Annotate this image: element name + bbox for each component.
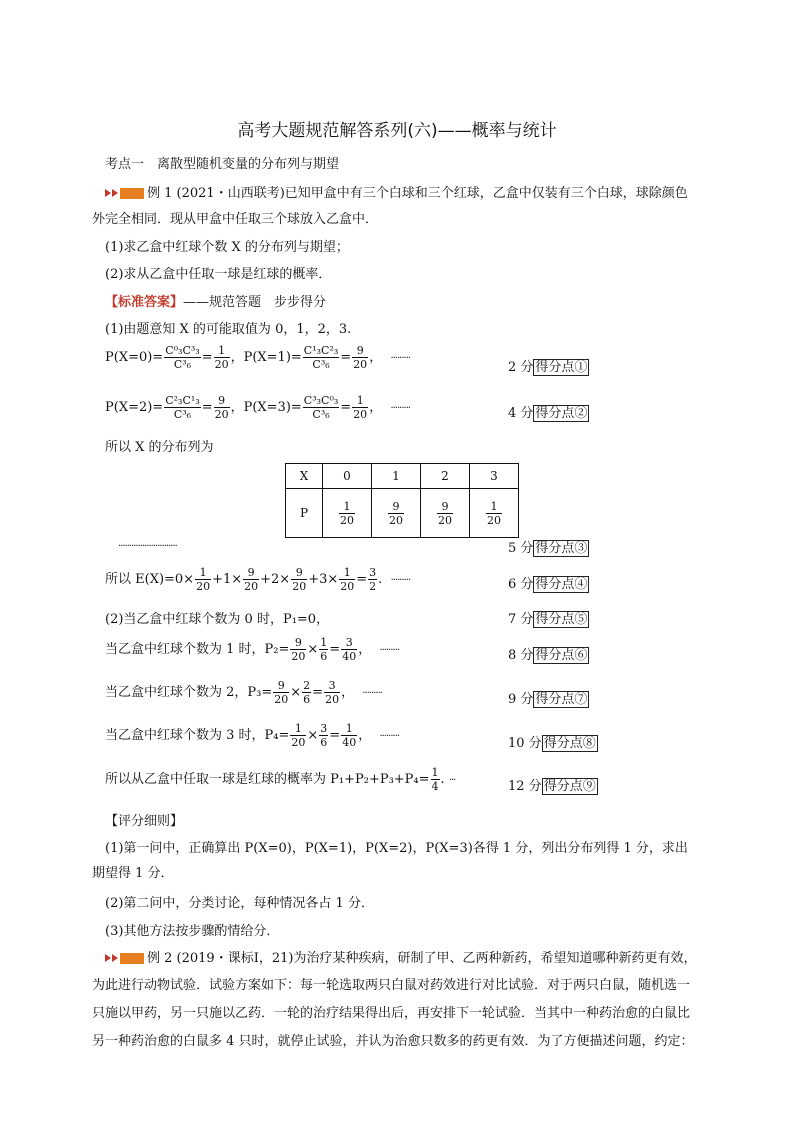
dots-leader: ··························· <box>118 541 177 552</box>
rubric-item-3: (3)其他方法按步骤酌情给分． <box>105 924 280 939</box>
example1-q1: (1)求乙盒中红球个数 X 的分布列与期望； <box>105 240 349 255</box>
p0-lhs: P(X=0)= <box>105 350 164 365</box>
p2-value: $\frac{9}{20}$ <box>214 394 229 421</box>
score-7: 9 分 得分点⑦ <box>508 692 588 707</box>
example1-text: 例 1 (2021・山西联考)已知甲盒中有三个白球和三个红球，乙盒中仅装有三个白球，球除颜色 <box>147 186 688 201</box>
score-9: 12 分 得分点⑨ <box>508 779 596 794</box>
distribution-table <box>285 463 519 538</box>
solution-step1: (1)由题意知 X 的可能取值为 0，1，2，3. <box>105 322 352 337</box>
solution-step2: (2)当乙盒中红球个数为 0 时，P₁=0， <box>105 612 330 627</box>
score-point-label: 得分点⑤ <box>535 612 588 627</box>
example2-line1 <box>105 947 696 966</box>
table-cell: $\frac{1}{20}$ <box>323 489 372 538</box>
score-point-label: 得分点⑨ <box>543 779 596 794</box>
table-header-cell: X <box>286 464 323 489</box>
distribution-intro: 所以 X 的分布列为 <box>105 440 214 455</box>
table-cell: $\frac{9}{20}$ <box>372 489 421 538</box>
score-5: 7 分 得分点⑤ <box>508 612 588 627</box>
table-header-cell: 1 <box>372 464 421 489</box>
table-cell: $\frac{1}{20}$ <box>470 489 519 538</box>
p3-value: $\frac{1}{20}$ <box>353 394 368 421</box>
table-header-cell: 3 <box>470 464 519 489</box>
p1-frac: $\frac{\text{C¹₃C²₃}}{\text{C³₆}}$ <box>303 344 339 371</box>
example2-line4: 另一种药治愈的白鼠多 4 只时，就停止试验，并认为治愈只数多的药更有效．为了方便描述问题，约定： <box>92 1034 694 1049</box>
solution-step4: 当乙盒中红球个数为 2，P₃= $\frac{9}{20}$ × $\frac{2}{6}$ = $\frac{3}{20}$ ， ········· <box>105 679 382 706</box>
score-point-label: 得分点⑦ <box>535 692 588 707</box>
dots: ········· <box>390 353 411 364</box>
dots: ········· <box>362 688 382 699</box>
score-point-label: 得分点③ <box>535 541 588 556</box>
example2-line2: 为此进行动物试验．试验方案如下：每一轮选取两只白鼠对药效进行对比试验．对于两只白鼠，随机选一 <box>92 978 691 993</box>
section-heading: 考点一 离散型随机变量的分布列与期望 <box>105 157 340 172</box>
prob-line-2: P(X=2)= $\frac{\text{C²₃C¹₃}}{\text{C³₆}}$ = $\frac{9}{20}$ ，P(X=3)= $\frac{\text{C³₃C⁰₃}}{\text{C³₆}}$ = $\frac{1}{20}$ ， ········· <box>105 394 411 421</box>
table-header-cell: 2 <box>421 464 470 489</box>
prob-line-1: P(X=0)= $\frac{\text{C⁰₃C³₃}}{\text{C³₆}}$ = $\frac{1}{20}$ ，P(X=1)= $\frac{\text{C¹₃C²₃}}{\text{C³₆}}$ = $\frac{9}{20}$ ， ········· <box>105 344 411 371</box>
table-row-label: P <box>286 489 323 538</box>
score-point-label: 得分点④ <box>535 577 588 592</box>
solution-step6: 所以从乙盒中任取一球是红球的概率为 P₁+P₂+P₃+P₄= $\frac{1}{4}$ . ··· <box>105 766 456 793</box>
score-4: 6 分 得分点④ <box>508 577 588 592</box>
score-point-label: 得分点① <box>535 360 588 375</box>
p2-frac: $\frac{\text{C²₃C¹₃}}{\text{C³₆}}$ <box>165 394 200 421</box>
p0-value: $\frac{1}{20}$ <box>214 344 229 371</box>
rubric-item-2: (2)第二问中，分类讨论，每种情况各占 1 分． <box>105 896 374 911</box>
score-2: 4 分 得分点② <box>508 406 588 421</box>
page-title: 高考大题规范解答系列(六)——概率与统计 <box>237 121 557 141</box>
example2-line3: 只施以甲药，另一只施以乙药．一轮的治疗结果得出后，再安排下一轮试验．当其中一种药治愈的白鼠比 <box>92 1006 691 1021</box>
expectation-prefix: 所以 E(X)=0× <box>105 572 195 587</box>
rubric-item-1b: 期望得 1 分． <box>92 866 174 881</box>
table-header-cell: 0 <box>323 464 372 489</box>
dots: ········· <box>379 731 400 742</box>
rubric-heading: 【评分细则】 <box>105 814 184 829</box>
p3-lhs: ，P(X=3)= <box>230 400 302 415</box>
example1-line1 <box>105 182 688 201</box>
rubric-item-1a: (1)第一问中，正确算出 P(X=0)，P(X=1)，P(X=2)，P(X=3)各得 1 分，列出分布列得 1 分，求出 <box>105 841 688 856</box>
expectation-line: 所以 E(X)=0× $\frac{1}{20}$ +1× $\frac{9}{20}$ +2× $\frac{9}{20}$ +3× $\frac{1}{20}$ = $\frac{3}{2}$ . ········· <box>105 566 411 593</box>
solution-step3: 当乙盒中红球个数为 1 时，P₂= $\frac{9}{20}$ × $\frac{1}{6}$ = $\frac{3}{40}$ ， ········· <box>105 636 400 663</box>
table-cell: $\frac{9}{20}$ <box>421 489 470 538</box>
score-point-label: 得分点② <box>535 406 588 421</box>
p1-value: $\frac{9}{20}$ <box>353 344 368 371</box>
example1-line2: 外完全相同．现从甲盒中任取三个球放入乙盒中． <box>92 212 379 227</box>
score-point-label: 得分点⑧ <box>543 736 596 751</box>
score-point-label: 得分点⑥ <box>535 648 588 663</box>
standard-answer-heading <box>105 291 326 310</box>
standard-answer-tag: 【标准答案】 <box>105 295 184 310</box>
example1-q2: (2)求从乙盒中任取一球是红球的概率． <box>105 267 332 282</box>
score-8: 10 分 得分点⑧ <box>508 736 596 751</box>
example-marker-icon <box>105 186 147 201</box>
dots: ········· <box>379 645 400 656</box>
p2-lhs: P(X=2)= <box>105 400 164 415</box>
dots: ········· <box>390 575 411 586</box>
solution-step5: 当乙盒中红球个数为 3 时，P₄= $\frac{1}{20}$ × $\frac{3}{6}$ = $\frac{1}{40}$ ， ········· <box>105 722 400 749</box>
example-marker-icon <box>105 951 147 966</box>
score-6: 8 分 得分点⑥ <box>508 648 588 663</box>
score-1: 2 分 得分点① <box>508 360 588 375</box>
expectation-result: $\frac{3}{2}$ <box>369 566 377 593</box>
example2-text: 例 2 (2019・课标Ⅰ，21)为治疗某种疾病，研制了甲、乙两种新药，希望知道哪种新药更有效， <box>147 951 697 966</box>
p1-lhs: ，P(X=1)= <box>230 350 302 365</box>
dots: ········· <box>390 403 411 414</box>
standard-answer-rest: ——规范答题 步步得分 <box>183 295 327 310</box>
p3-frac: $\frac{\text{C³₃C⁰₃}}{\text{C³₆}}$ <box>303 394 339 421</box>
score-3: 5 分 得分点③ <box>508 541 588 556</box>
p0-frac: $\frac{\text{C⁰₃C³₃}}{\text{C³₆}}$ <box>165 344 200 371</box>
